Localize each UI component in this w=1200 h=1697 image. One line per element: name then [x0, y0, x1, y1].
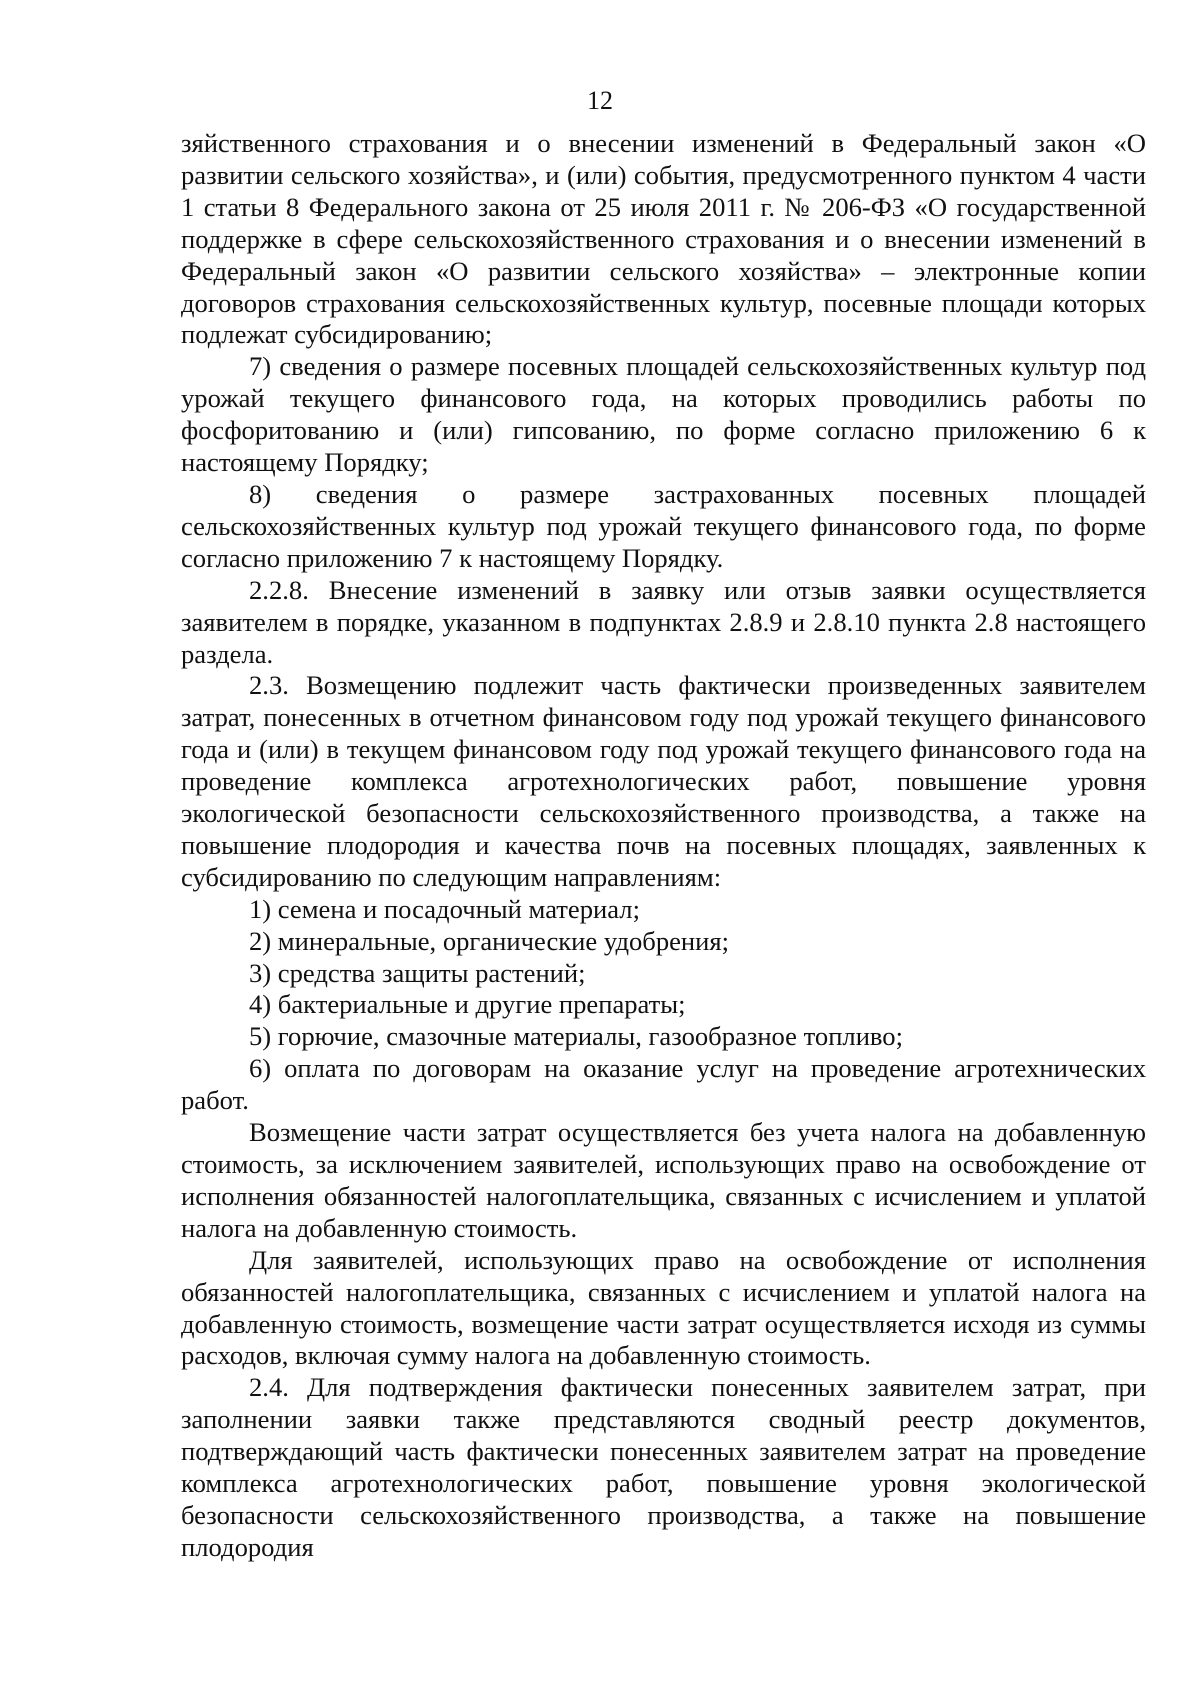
paragraph-item-8: 8) сведения о размере застрахованных посевных площадей сельскохозяйственных культур под урожай текущего финансового года, по форме согласно приложению 7 к настоящему Порядку. [181, 478, 1146, 573]
paragraph-2-2-8: 2.2.8. Внесение изменений в заявку или отзыв заявки осуществляется заявителем в порядке, указанном в подпунктах 2.8.9 и 2.8.10 пункта 2.8 настоящего раздела. [181, 574, 1146, 669]
paragraph-2-3: 2.3. Возмещению подлежит часть фактически произведенных заявителем затрат, понесенных в отчетном финансовом году под урожай текущего финансового года и (или) в текущем финансовом году под урожай текущего финансового года на проведение комплекса агротехнологических работ, повышение уровня экологической безопасности сельскохозяйственного производства, а также на повышение плодородия и качества почв на посевных площадях, заявленных к субсидированию по следующим направлениям: [181, 670, 1146, 892]
paragraph-2-4: 2.4. Для подтверждения фактически понесенных заявителем затрат, при заполнении заявки также представляются сводный реестр документов, подтверждающий часть фактически понесенных заявителем затрат на проведение комплекса агротехнологических работ, повышение уровня экологической безопасности сельскохозяйственного производства, а также на повышение плодородия [181, 1372, 1146, 1562]
paragraph-item-7: 7) сведения о размере посевных площадей сельскохозяйственных культур под урожай текущего финансового года, на которых проводились работы по фосфоритованию и (или) гипсованию, по форме согласно приложению 6 к настоящему Порядку; [181, 351, 1146, 478]
list-item-5: 5) горючие, смазочные материалы, газообразное топливо; [249, 1021, 903, 1052]
document-body [181, 128, 1146, 1564]
paragraph-vat-inclusion: Для заявителей, использующих право на освобождение от исполнения обязанностей налогоплательщика, связанных с исчислением и уплатой налога на добавленную стоимость, возмещение части затрат осуществляется исходя из суммы расходов, включая сумму налога на добавленную стоимость. [181, 1244, 1146, 1371]
list-item-2: 2) минеральные, органические удобрения; [249, 925, 730, 956]
paragraph-continuation: зяйственного страхования и о внесении изменений в Федеральный закон «О развитии сельского хозяйства», и (или) события, предусмотренного пунктом 4 части 1 статьи 8 Федерального закона от 25 июля 2011 г. № 206-ФЗ «О государственной поддержке в сфере сельскохозяйственного страхования и о внесении изменений в Федеральный закон «О развитии сельского хозяйства» – электронные копии договоров страхования сельскохозяйственных культур, посевные площади которых подлежат субсидированию; [181, 128, 1146, 350]
page-number: 12 [587, 86, 613, 115]
list-item-6: 6) оплата по договорам на оказание услуг на проведение агротехнических работ. [181, 1053, 1146, 1116]
paragraph-vat-exclusion: Возмещение части затрат осуществляется без учета налога на добавленную стоимость, за исключением заявителей, использующих право на освобождение от исполнения обязанностей налогоплательщика, связанных с исчислением и уплатой налога на добавленную стоимость. [181, 1117, 1146, 1243]
list-item-1: 1) семена и посадочный материал; [249, 893, 640, 924]
list-item-3: 3) средства защиты растений; [249, 957, 586, 988]
list-item-4: 4) бактериальные и другие препараты; [249, 989, 686, 1020]
